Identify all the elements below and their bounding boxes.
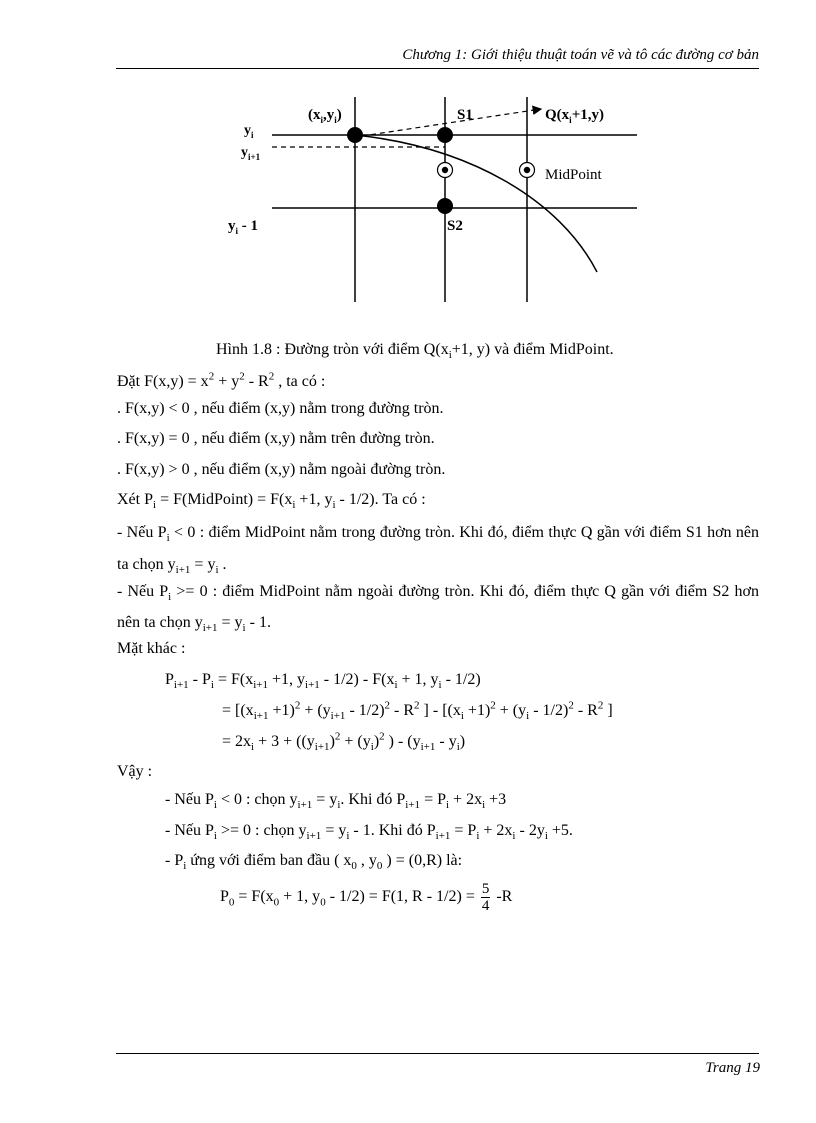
- label-yi-minus-1: $y_i - 1$: [228, 218, 259, 236]
- vay: Vậy :: [117, 763, 153, 780]
- bullet-outside: . F(x,y) > 0 , nếu điểm (x,y) nằm ngoài đường tròn.: [117, 461, 446, 478]
- page-footer: Trang 19: [705, 1060, 760, 1076]
- case-positive: - Nếu $P_i >= 0$ : điểm MidPoint nằm ngoài đường tròn. Khi đó, điểm thực Q gần với điểm S2 hơn nên ta chọn $y_{i+1} = y_i - 1$.: [117, 583, 759, 635]
- case-negative: - Nếu $P_i < 0$ : điểm MidPoint nằm trong đường tròn. Khi đó, điểm thực Q gần với điểm S1 hơn nên ta chọn $y_{i+1} = y_i$ .: [117, 524, 760, 577]
- circle-arc: [355, 135, 597, 272]
- footer-rule: [116, 1053, 759, 1054]
- equation-line-2: = [$(x_{i+1} +1)^2 + (y_{i+1} - 1/2)^2 - R^2$ ] - [$(x_i +1)^2 + (y_i - 1/2)^2 - R^2$ ]: [222, 699, 613, 723]
- point-xi-yi: [347, 127, 363, 143]
- label-midpoint: MidPoint: [545, 167, 602, 183]
- point-s2: [437, 198, 453, 214]
- label-q: $Q(x_i+1,y)$: [545, 107, 604, 125]
- q-midpoint-marker: [520, 163, 535, 178]
- equation-line-1: $P_{i+1} - P_i = F(x_{i+1} +1$, $y_{i+1} - 1/2) - F(x_i + 1$, $y_i - 1/2$): [165, 671, 481, 692]
- fraction-5-4: $\frac{5}{4}$: [481, 881, 490, 914]
- mat-khac: Mặt khác :: [117, 640, 186, 657]
- midpoint-circle-figure: [0, 0, 816, 330]
- bullet-on: . F(x,y) = 0 , nếu điểm (x,y) nằm trên đường tròn.: [117, 430, 435, 447]
- midpoint-marker: [438, 163, 453, 178]
- label-yi: $y_i$: [244, 123, 254, 140]
- equation-line-3: = $2x_i + 3 + ((y_{i+1})^2 + (y_i)^2$ ) - $(y_{i+1} - y_i)$: [222, 730, 466, 754]
- rule-initial: - $P_i$ ứng với điểm ban đầu ( $x_0$ , $y_0$ ) = (0,R) là:: [165, 852, 463, 873]
- label-s2: S2: [447, 218, 463, 234]
- xet-line: Xét $P_i$ = F(MidPoint) = $F(x_i +1$, $y_i - 1/2$). Ta có :: [117, 491, 426, 512]
- point-s1: [437, 127, 453, 143]
- label-xi-yi: $(x_i,y_i)$: [308, 107, 342, 125]
- page-header: Chương 1: Giới thiệu thuật toán vẽ và tô các đường cơ bản: [402, 47, 759, 63]
- definition-line: Đặt $F(x,y) = x^2 + y^2 - R^2$ , ta có :: [117, 370, 326, 390]
- rule-positive: - Nếu $P_i >= 0$ : chọn $y_{i+1} = y_i - 1$. Khi đó $P_{i+1} = P_i + 2x_i - 2y_i +5$.: [165, 822, 573, 843]
- rule-negative: - Nếu $P_i < 0$ : chọn $y_{i+1} = y_i$. Khi đó $P_{i+1} = P_i + 2x_i +3$: [165, 791, 507, 812]
- p0-equation: $P_0 = F(x_0 + 1$, $y_0 - 1/2) = F(1$, R - 1/2) = $\frac{5}{4}$ -R: [220, 881, 513, 914]
- figure-caption: Hình 1.8 : Đường tròn với điểm $Q(x_i+1$, y) và điểm MidPoint.: [216, 341, 614, 362]
- label-s1: S1: [457, 107, 473, 123]
- label-yi1: $y_{i+1}$: [241, 145, 261, 162]
- bullet-inside: . F(x,y) < 0 , nếu điểm (x,y) nằm trong đường tròn.: [117, 400, 444, 417]
